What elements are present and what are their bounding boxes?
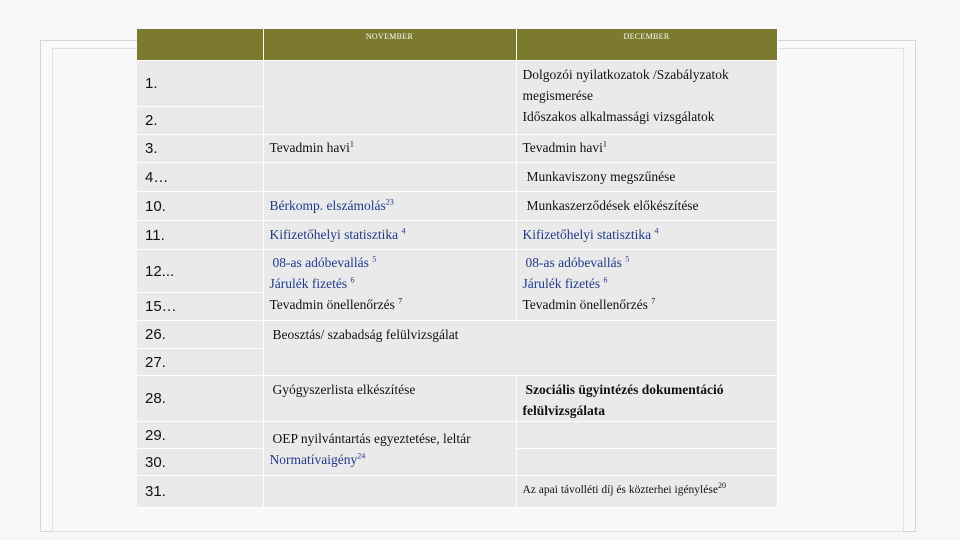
table-row [137, 163, 777, 192]
december-cell [516, 476, 777, 508]
december-kifizeto-footnote: 4 [654, 226, 659, 236]
day-cell: 2. [137, 107, 263, 135]
december-cell [516, 221, 777, 250]
table-row [137, 321, 777, 349]
december-szocialis-line2: felülvizsgálata [522, 403, 605, 418]
december-adobevallas-footnote: 5 [625, 254, 630, 264]
table-row [137, 422, 777, 449]
december-kifizeto: Kifizetőhelyi statisztika [522, 227, 655, 242]
table-row [137, 221, 777, 250]
november-cell [263, 221, 516, 250]
november-cell [263, 250, 516, 321]
december-onellenorzes-footnote: 7 [651, 296, 656, 306]
december-idoszakos: Időszakos alkalmassági vizsgálatok [522, 109, 715, 124]
november-cell [263, 192, 516, 221]
day-cell: 30. [137, 449, 263, 476]
november-cell [263, 476, 516, 508]
november-normativ: Normatívaigény [269, 452, 358, 467]
november-cell [263, 422, 516, 476]
december-cell [516, 422, 777, 449]
november-cell [263, 376, 516, 422]
november-cell [263, 163, 516, 192]
november-tevadmin-footnote: 1 [349, 139, 354, 149]
day-cell: 28. [137, 376, 263, 422]
december-cell [516, 192, 777, 221]
table-row [137, 192, 777, 221]
november-onellenorzes-footnote: 7 [398, 296, 403, 306]
december-apai: Az apai távolléti díj és közterhei igénylése [522, 484, 718, 496]
day-cell: 3. [137, 135, 263, 163]
december-cell [516, 250, 777, 321]
november-kifizeto: Kifizetőhelyi statisztika [269, 227, 402, 242]
day-cell: 29. [137, 422, 263, 449]
day-cell: 15… [137, 293, 263, 321]
schedule-table [137, 29, 778, 508]
table-row [137, 476, 777, 508]
header-day-cell [137, 29, 263, 61]
december-cell [516, 376, 777, 422]
beosztas-text: Beosztás/ szabadság felülvizsgálat [272, 327, 459, 342]
november-jarulek-footnote: 6 [350, 275, 355, 285]
day-cell: 1. [137, 61, 263, 107]
december-onellenorzes: Tevadmin önellenőrzés [522, 297, 652, 312]
november-adobevallas-footnote: 5 [372, 254, 377, 264]
december-tevadmin-footnote: 1 [602, 139, 607, 149]
day-cell: 27. [137, 349, 263, 376]
november-cell [263, 135, 516, 163]
november-normativ-footnote: 24 [357, 451, 366, 461]
november-cell [263, 61, 516, 135]
december-adobevallas: 08-as adóbevallás [525, 255, 626, 270]
november-tevadmin: Tevadmin havi [269, 140, 350, 155]
december-cell [516, 135, 777, 163]
december-cell [516, 61, 777, 135]
december-tevadmin: Tevadmin havi [522, 140, 603, 155]
header-december: DECEMBER [516, 29, 777, 61]
december-cell [516, 163, 777, 192]
november-berkomp-footnote: 23 [385, 197, 394, 207]
day-cell: 11. [137, 221, 263, 250]
november-kifizeto-footnote: 4 [401, 226, 406, 236]
november-gyogyszer: Gyógyszerlista elkészítése [272, 382, 416, 397]
day-cell: 26. [137, 321, 263, 349]
december-cell [516, 449, 777, 476]
december-apai-footnote: 20 [717, 481, 726, 491]
table-row [137, 61, 777, 107]
december-jarulek-footnote: 6 [603, 275, 608, 285]
december-dolgozoi-line1: Dolgozói nyilatkozatok /Szabályzatok [522, 67, 729, 82]
november-onellenorzes: Tevadmin önellenőrzés [269, 297, 399, 312]
december-szocialis-line1: Szociális ügyintézés dokumentáció [525, 382, 724, 397]
december-munkaszerzodes: Munkaszerződések előkészítése [526, 198, 699, 213]
table-row [137, 135, 777, 163]
november-adobevallas: 08-as adóbevallás [272, 255, 373, 270]
table-header-row [137, 29, 777, 61]
day-cell: 4… [137, 163, 263, 192]
december-dolgozoi-line2: megismerése [522, 88, 593, 103]
december-munkaviszony: Munkaviszony megszűnése [526, 169, 676, 184]
november-oep: OEP nyilvántartás egyeztetése, leltár [272, 431, 471, 446]
table-row [137, 250, 777, 293]
header-november: NOVEMBER [263, 29, 516, 61]
day-cell: 10. [137, 192, 263, 221]
december-jarulek: Járulék fizetés [522, 276, 604, 291]
day-cell: 12... [137, 250, 263, 293]
table-row [137, 376, 777, 422]
day-cell: 31. [137, 476, 263, 508]
november-december-merged-cell [263, 321, 777, 376]
november-jarulek: Járulék fizetés [269, 276, 351, 291]
november-berkomp: Bérkomp. elszámolás [269, 198, 386, 213]
